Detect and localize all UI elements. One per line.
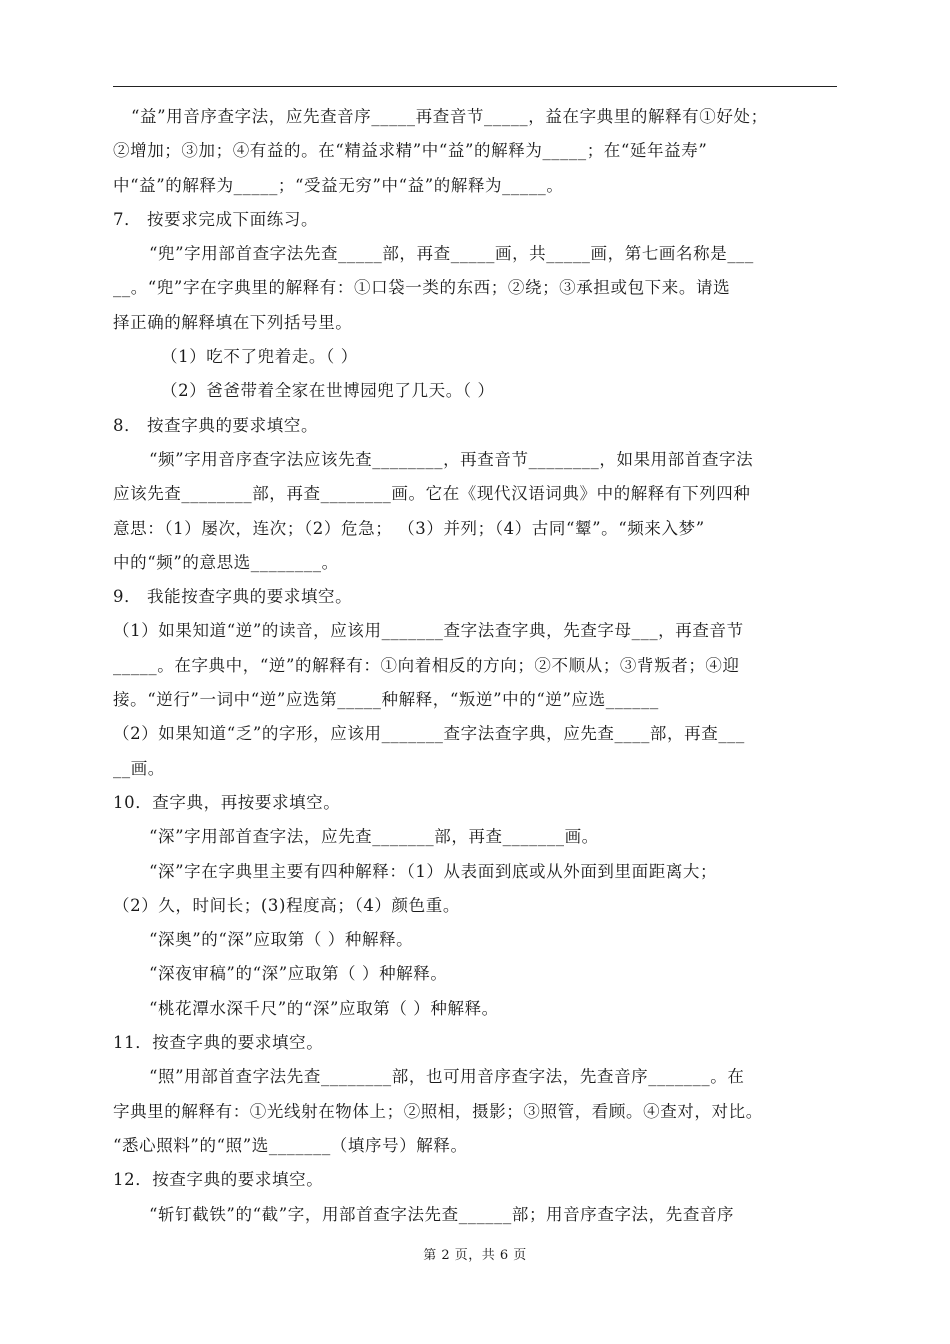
text-line: “桃花潭水深千尺”的“深”应取第（ ）种解释。 <box>149 998 499 1018</box>
text-line: 接。“逆行”一词中“逆”应选第_____种解释，“叛逆”中的“逆”应选______ <box>113 690 659 710</box>
text-line: （2）如果知道“乏”的字形，应该用_______查字法查字典，应先查____部，再查___ <box>113 724 745 744</box>
page-footer: 第 2 页，共 6 页 <box>423 1248 527 1263</box>
text-line: “深奥”的“深”应取第（ ）种解释。 <box>149 930 414 950</box>
question-heading: 7． 按要求完成下面练习。 <box>113 209 319 229</box>
text-line: “深夜审稿”的“深”应取第（ ）种解释。 <box>149 964 448 984</box>
text-line: 中“益”的解释为_____；“受益无穷”中“益”的解释为_____。 <box>113 175 564 195</box>
text-line: “频”字用音序查字法应该先查________，再查音节________，如果用部首查字法 <box>149 449 754 469</box>
text-line: __。“兜”字在字典里的解释有：①口袋一类的东西；②绕；③承担或包下来。请选 <box>113 278 731 298</box>
text-line: 意思：（1）屡次，连次；（2）危急； （3）并列；（4）古同“颦”。“频来入梦” <box>113 518 705 538</box>
question-heading: 11．按查字典的要求填空。 <box>113 1033 324 1053</box>
header-rule <box>113 86 837 87</box>
text-line: （2）久，时间长；(3)程度高；（4）颜色重。 <box>113 895 460 915</box>
question-heading: 9． 我能按查字典的要求填空。 <box>113 587 353 607</box>
text-line: __画。 <box>113 758 165 778</box>
text-line: “斩钉截铁”的“截”字，用部首查字法先查______部；用音序查字法，先查音序 <box>149 1204 735 1224</box>
text-line: “悉心照料”的“照”选_______（填序号）解释。 <box>113 1135 468 1155</box>
text-line: “照”用部首查字法先查________部，也可用音序查字法，先查音序_______。在 <box>149 1067 745 1087</box>
question-heading: 12．按查字典的要求填空。 <box>113 1170 324 1190</box>
text-line: “兜”字用部首查字法先查_____部，再查_____画，共_____画，第七画名称是___ <box>149 244 754 264</box>
text-line: _____。在字典中，“逆”的解释有：①向着相反的方向；②不顺从；③背叛者；④迎 <box>113 655 740 675</box>
text-line: （2）爸爸带着全家在世博园兜了几天。（ ） <box>161 381 495 401</box>
text-line: （1）如果知道“逆”的读音，应该用_______查字法查字典，先查字母___，再查音节 <box>113 621 744 641</box>
text-line: “深”字在字典里主要有四种解释：（1）从表面到底或从外面到里面距离大； <box>149 861 718 881</box>
question-heading: 8． 按查字典的要求填空。 <box>113 415 319 435</box>
text-line: 择正确的解释填在下列括号里。 <box>113 312 353 332</box>
question-heading: 10．查字典，再按要求填空。 <box>113 792 341 812</box>
text-line: （1）吃不了兜着走。（ ） <box>161 347 358 367</box>
text-line: ②增加；③加；④有益的。在“精益求精”中“益”的解释为_____；在“延年益寿” <box>113 141 708 161</box>
text-line: 中的“频”的意思选________。 <box>113 552 339 572</box>
document-body <box>113 100 837 1232</box>
text-line: “深”字用部首查字法，应先查_______部，再查_______画。 <box>149 827 599 847</box>
text-line: 字典里的解释有：①光线射在物体上；②照相，摄影；③照管，看顾。④查对，对比。 <box>113 1101 763 1121</box>
text-line: “益”用音序查字法，应先查音序_____再查音节_____，益在字典里的解释有①好处； <box>131 107 768 126</box>
text-line: 应该先查________部，再查________画。它在《现代汉语词典》中的解释有下列四种 <box>113 484 751 504</box>
